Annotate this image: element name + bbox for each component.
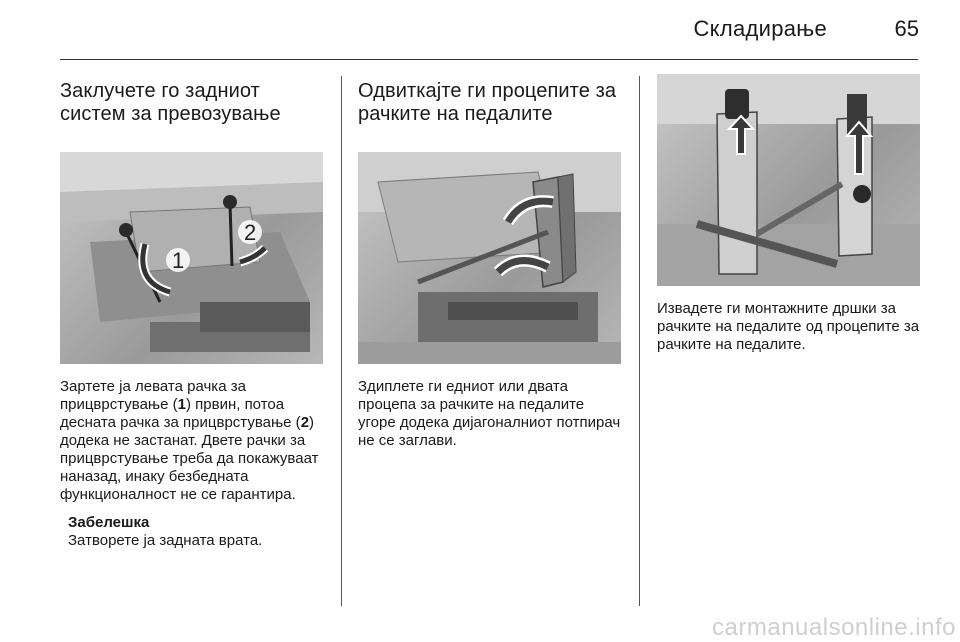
column-divider-left <box>341 76 342 606</box>
figure-locking-levers <box>60 152 323 364</box>
note-title: Забелешка <box>68 514 150 531</box>
section-heading-unfold-slots: Одвиткајте ги процепите за рачките на педалите <box>358 80 617 125</box>
page-header-title: Складирање <box>693 16 827 41</box>
header-rule <box>60 59 918 60</box>
column-lock-carrier <box>60 80 325 550</box>
body-text-remove-holders: Извадете ги монтажните дршки за рачките на педалите од процепите за рачките на педалите. <box>657 300 920 353</box>
note-body: Затворете ја задната врата. <box>68 532 263 549</box>
column-remove-holders <box>657 80 920 354</box>
column-unfold-slots <box>358 80 623 450</box>
figure-remove-holders <box>657 74 920 286</box>
body-text-lock-carrier: Зартете ја левата рачка за прицврстување (1) првин, потоа десната рачка за прицврстување (2) додека не застанат. Двете рачки за прицврстување треба да покажуваат наназад, инаку безбедната функционалност не се гарантира. <box>60 378 319 503</box>
figure-pedal-slots <box>358 152 621 364</box>
figure-label-1: 1 <box>172 248 185 273</box>
section-heading-lock-carrier: Заклучете го задниот систем за превозување <box>60 80 281 125</box>
footer-watermark: carmanualsonline.info <box>712 614 956 641</box>
page-number: 65 <box>894 16 919 41</box>
figure-label-2: 2 <box>244 220 257 245</box>
column-divider-right <box>639 76 640 606</box>
body-text-unfold-slots: Здиплете ги едниот или двата процепа за рачките на педалите угоре додека дијагоналниот потпирач не се заглави. <box>358 378 621 449</box>
